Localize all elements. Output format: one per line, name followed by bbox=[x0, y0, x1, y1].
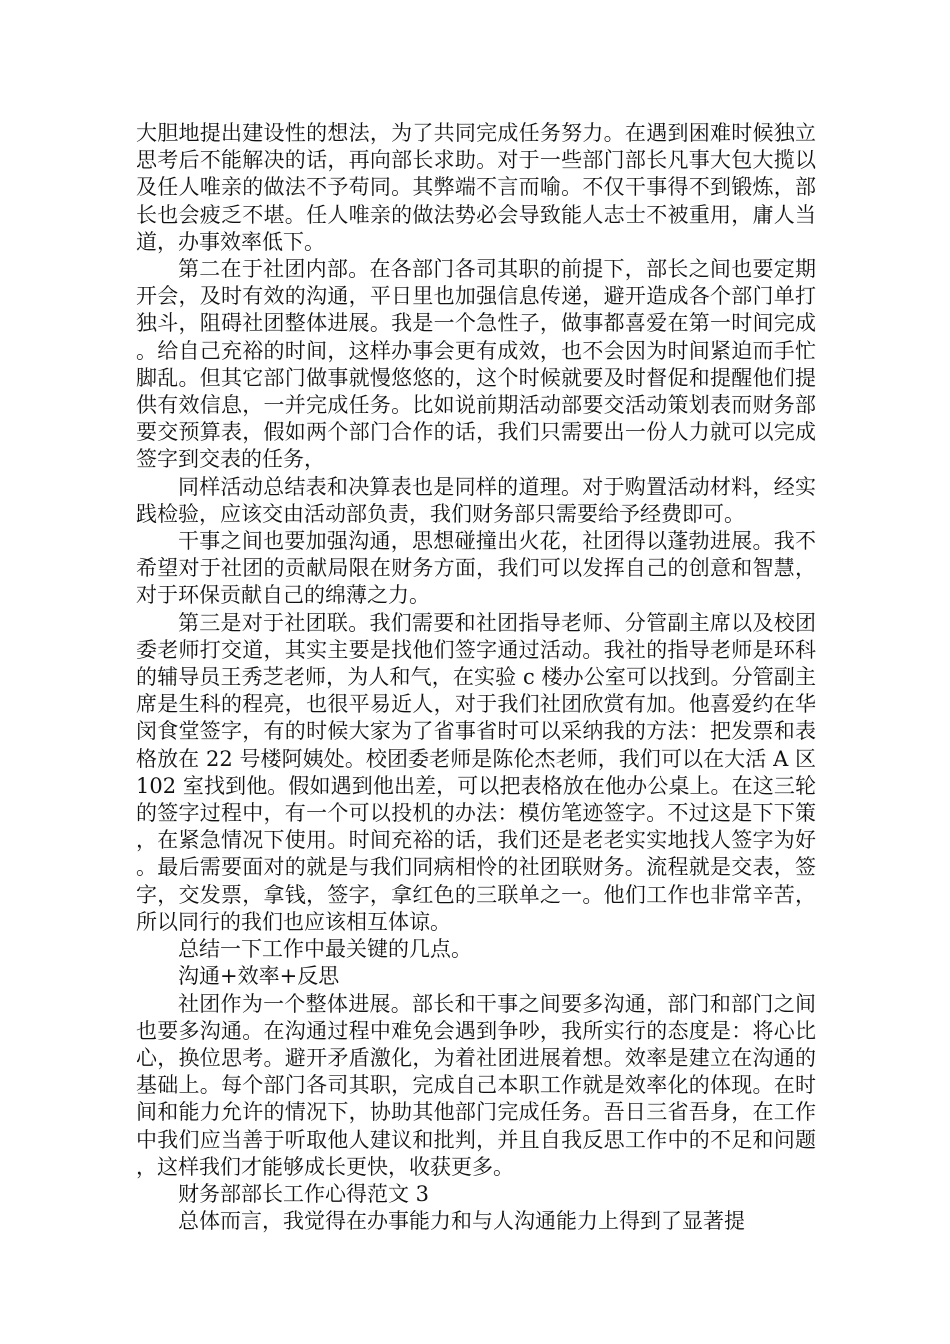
paragraph-1: 大胆地提出建设性的想法，为了共同完成任务努力。在遇到困难时候独立思考后不能解决的话，再向部长求助。对于一些部门部长凡事大包大揽以及任人唯亲的做法不予苟同。其弊端不言而喻。不仅干事得不到锻炼，部长也会疲乏不堪。任人唯亲的做法势必会导致能人志士不被重用，庸人当道，办事效率低下。 bbox=[136, 121, 816, 254]
paragraph-5: 第三是对于社团联。我们需要和社团指导老师、分管副主席以及校团委老师打交道，其实主要是找他们签字通过活动。我社的指导老师是环科的辅导员王秀芝老师，为人和气，在实验 c 楼办公室可以找到。分管副主席是生科的程亮，也很平易近人，对于我们社团欣赏有加。他喜爱约在华闵食堂签字，有的时候大家为了省事省时可以采纳我的方法：把发票和表格放在 22 号楼阿姨处。校团委老师是陈伦杰老师，我们可以在大活 A 区 102 室找到他。假如遇到他出差，可以把表格放在他办公桌上。在这三轮的签字过程中，有一个可以投机的办法：模仿笔迹签字。不过这是下下策，在紧急情况下使用。时间充裕的话，我们还是老老实实地找人签字为好。最后需要面对的就是与我们同病相怜的社团联财务。流程就是交表，签字，交发票，拿钱，签字，拿红色的三联单之一。他们工作也非常辛苦，所以同行的我们也应该相互体谅。 bbox=[136, 610, 816, 934]
document-body bbox=[136, 120, 816, 1235]
paragraph-10: 总体而言，我觉得在办事能力和与人沟通能力上得到了显著提 bbox=[178, 1209, 745, 1234]
section-heading: 财务部部长工作心得范文 3 bbox=[178, 1181, 430, 1206]
paragraph-3: 同样活动总结表和决算表也是同样的道理。对于购置活动材料，经实践检验，应该交由活动部负责，我们财务部只需要给予经费即可。 bbox=[136, 474, 816, 526]
paragraph-8: 社团作为一个整体进展。部长和干事之间要多沟通，部门和部门之间也要多沟通。在沟通过程中难免会遇到争吵，我所实行的态度是：将心比心，换位思考。避开矛盾激化，为着社团进展着想。效率是建立在沟通的基础上。每个部门各司其职，完成自己本职工作就是效率化的体现。在时间和能力允许的情况下，协助其他部门完成任务。吾日三省吾身，在工作中我们应当善于听取他人建议和批判，并且自我反思工作中的不足和问题，这样我们才能够成长更快，收获更多。 bbox=[136, 991, 816, 1179]
paragraph-7: 沟通+效率+反思 bbox=[178, 964, 340, 989]
paragraph-2: 第二在于社团内部。在各部门各司其职的前提下，部长之间也要定期开会，及时有效的沟通，平日里也加强信息传递，避开造成各个部门单打独斗，阻碍社团整体进展。我是一个急性子，做事都喜爱在第一时间完成。给自己充裕的时间，这样办事会更有成效，也不会因为时间紧迫而手忙脚乱。但其它部门做事就慢悠悠的，这个时候就要及时督促和提醒他们提供有效信息，一并完成任务。比如说前期活动部要交活动策划表而财务部要交预算表，假如两个部门合作的话，我们只需要出一份人力就可以完成签字到交表的任务， bbox=[136, 257, 816, 472]
paragraph-4: 干事之间也要加强沟通，思想碰撞出火花，社团得以蓬勃进展。我不希望对于社团的贡献局限在财务方面，我们可以发挥自己的创意和智慧，对于环保贡献自己的绵薄之力。 bbox=[136, 529, 816, 608]
paragraph-6: 总结一下工作中最关键的几点。 bbox=[178, 937, 472, 962]
